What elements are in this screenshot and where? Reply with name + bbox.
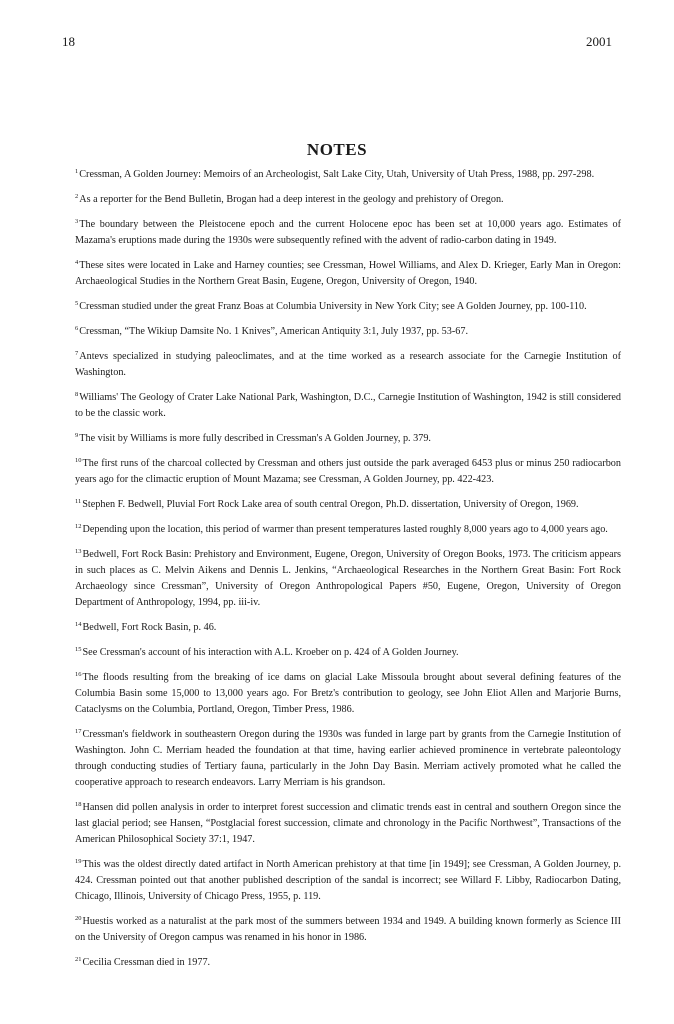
note-item	[75, 494, 621, 513]
note-text: The boundary between the Pleistocene epoch and the current Holocene epoc has been set at 10,000 years ago. Estimates of Mazama's eruptions made during the 1930s were subsequently refined with the advent of radio-carbon dating in 1949.	[75, 219, 621, 246]
note-text: Stephen F. Bedwell, Pluvial Fort Rock Lake area of south central Oregon, Ph.D. dissertation, University of Oregon, 1969.	[82, 499, 579, 510]
note-text: Cecilia Cressman died in 1977.	[82, 957, 211, 968]
note-item	[75, 617, 621, 636]
note-number: 16	[75, 671, 82, 678]
notes-list	[75, 164, 621, 977]
note-text: Cressman studied under the great Franz Boas at Columbia University in New York City; see A Golden Journey, pp. 100-110.	[79, 301, 587, 312]
note-item	[75, 544, 621, 611]
publication-year: 2001	[586, 34, 612, 49]
note-item	[75, 428, 621, 447]
note-item	[75, 321, 621, 340]
note-item	[75, 387, 621, 422]
note-text: Cressman's fieldwork in southeastern Oregon during the 1930s was funded in large part by grants from the Carnegie Institution of Washington. John C. Merriam headed the foundation at that time, having earlier achieved prominence in vertebrate paleontology through conducting studies of Tertiary fauna, particularly in the John Day Basin. Merriam actively promoted what he called the cooperative approach to research endeavors. Larry Merriam is his grandson.	[75, 729, 621, 788]
note-number: 21	[75, 956, 82, 963]
note-text: The first runs of the charcoal collected by Cressman and others just outside the park averaged 6453 plus or minus 250 radiocarbon years ago for the climactic eruption of Mount Mazama; see Cressman, A Golden Journey, pp. 422-423.	[75, 458, 621, 485]
note-number: 12	[75, 523, 82, 530]
note-text: Hansen did pollen analysis in order to interpret forest succession and climatic trends east in central and southern Oregon since the last glacial period; see Hansen, “Postglacial forest succession, climate and chronology in the Pacific Northwest”, Transactions of the American Philosophical Society 37:1, 1947.	[75, 802, 621, 845]
note-number: 1	[75, 168, 79, 175]
note-number: 14	[75, 621, 82, 628]
note-number: 4	[75, 259, 79, 266]
note-number: 6	[75, 325, 79, 332]
note-number: 7	[75, 350, 79, 357]
note-number: 19	[75, 858, 82, 865]
note-item	[75, 797, 621, 848]
note-number: 20	[75, 915, 82, 922]
page-header	[62, 34, 612, 54]
note-number: 10	[75, 457, 82, 464]
note-text: As a reporter for the Bend Bulletin, Brogan had a deep interest in the geology and prehistory of Oregon.	[79, 194, 504, 205]
note-item	[75, 952, 621, 971]
note-number: 15	[75, 646, 82, 653]
note-text: Cressman, A Golden Journey: Memoirs of an Archeologist, Salt Lake City, Utah, University of Utah Press, 1988, pp. 297-298.	[79, 169, 595, 180]
note-number: 3	[75, 218, 79, 225]
note-text: Williams' The Geology of Crater Lake National Park, Washington, D.C., Carnegie Institution of Washington, 1942 is still considered to be the classic work.	[75, 392, 621, 419]
note-item	[75, 164, 621, 183]
page-number: 18	[62, 34, 75, 49]
note-item	[75, 519, 621, 538]
note-text: Bedwell, Fort Rock Basin: Prehistory and Environment, Eugene, Oregon, University of Oregon Books, 1973. The criticism appears in such places as C. Melvin Aikens and Dennis L. Jenkins, “Archaeological Researches in the Northern Great Basin: Fort Rock Archaeology since Cressman”, University of Oregon Anthropological Papers #50, Eugene, Oregon, University of Oregon Department of Anthropology, 1994, pp. iii-iv.	[75, 549, 621, 608]
note-number: 18	[75, 801, 82, 808]
notes-heading: NOTES	[306, 140, 368, 159]
note-text: See Cressman's account of his interaction with A.L. Kroeber on p. 424 of A Golden Journey.	[82, 647, 459, 658]
note-item	[75, 854, 621, 905]
note-number: 2	[75, 193, 79, 200]
note-item	[75, 642, 621, 661]
note-item	[75, 453, 621, 488]
note-number: 8	[75, 391, 79, 398]
note-item	[75, 255, 621, 290]
note-item	[75, 346, 621, 381]
note-text: Cressman, “The Wikiup Damsite No. 1 Knives”, American Antiquity 3:1, July 1937, pp. 53-67.	[79, 326, 468, 337]
note-number: 13	[75, 548, 82, 555]
note-item	[75, 911, 621, 946]
note-number: 11	[75, 498, 82, 505]
note-text: These sites were located in Lake and Harney counties; see Cressman, Howel Williams, and Alex D. Krieger, Early Man in Oregon: Archaeological Studies in the Northern Great Basin, Eugene, Oregon, University of Oregon, 1940.	[75, 260, 621, 287]
note-number: 5	[75, 300, 79, 307]
note-text: The floods resulting from the breaking of ice dams on glacial Lake Missoula brought about several defining features of the Columbia Basin some 15,000 to 13,000 years ago. For Bretz's contribution to geology, see John Eliot Allen and Marjorie Burns, Cataclysms on the Columbia, Portland, Oregon, Timber Press, 1986.	[75, 672, 621, 715]
note-item	[75, 214, 621, 249]
note-text: Bedwell, Fort Rock Basin, p. 46.	[82, 622, 217, 633]
note-text: This was the oldest directly dated artifact in North American prehistory at that time [in 1949]; see Cressman, A Golden Journey, p. 424. Cressman pointed out that another published description of the sandal is incorrect; see Willard F. Libby, Radiocarbon Dating, Chicago, Illinois, University of Chicago Press, 1955, p. 119.	[75, 859, 621, 902]
note-item	[75, 296, 621, 315]
note-text: Huestis worked as a naturalist at the park most of the summers between 1934 and 1949. A building known formerly as Science III on the University of Oregon campus was renamed in his honor in 1986.	[75, 916, 621, 943]
note-text: The visit by Williams is more fully described in Cressman's A Golden Journey, p. 379.	[79, 433, 431, 444]
note-item	[75, 667, 621, 718]
note-number: 17	[75, 728, 82, 735]
note-item	[75, 724, 621, 791]
note-text: Antevs specialized in studying paleoclimates, and at the time worked as a research associate for the Carnegie Institution of Washington.	[75, 351, 621, 378]
note-text: Depending upon the location, this period of warmer than present temperatures lasted roughly 8,000 years ago to 4,000 years ago.	[82, 524, 608, 535]
note-item	[75, 189, 621, 208]
note-number: 9	[75, 432, 79, 439]
